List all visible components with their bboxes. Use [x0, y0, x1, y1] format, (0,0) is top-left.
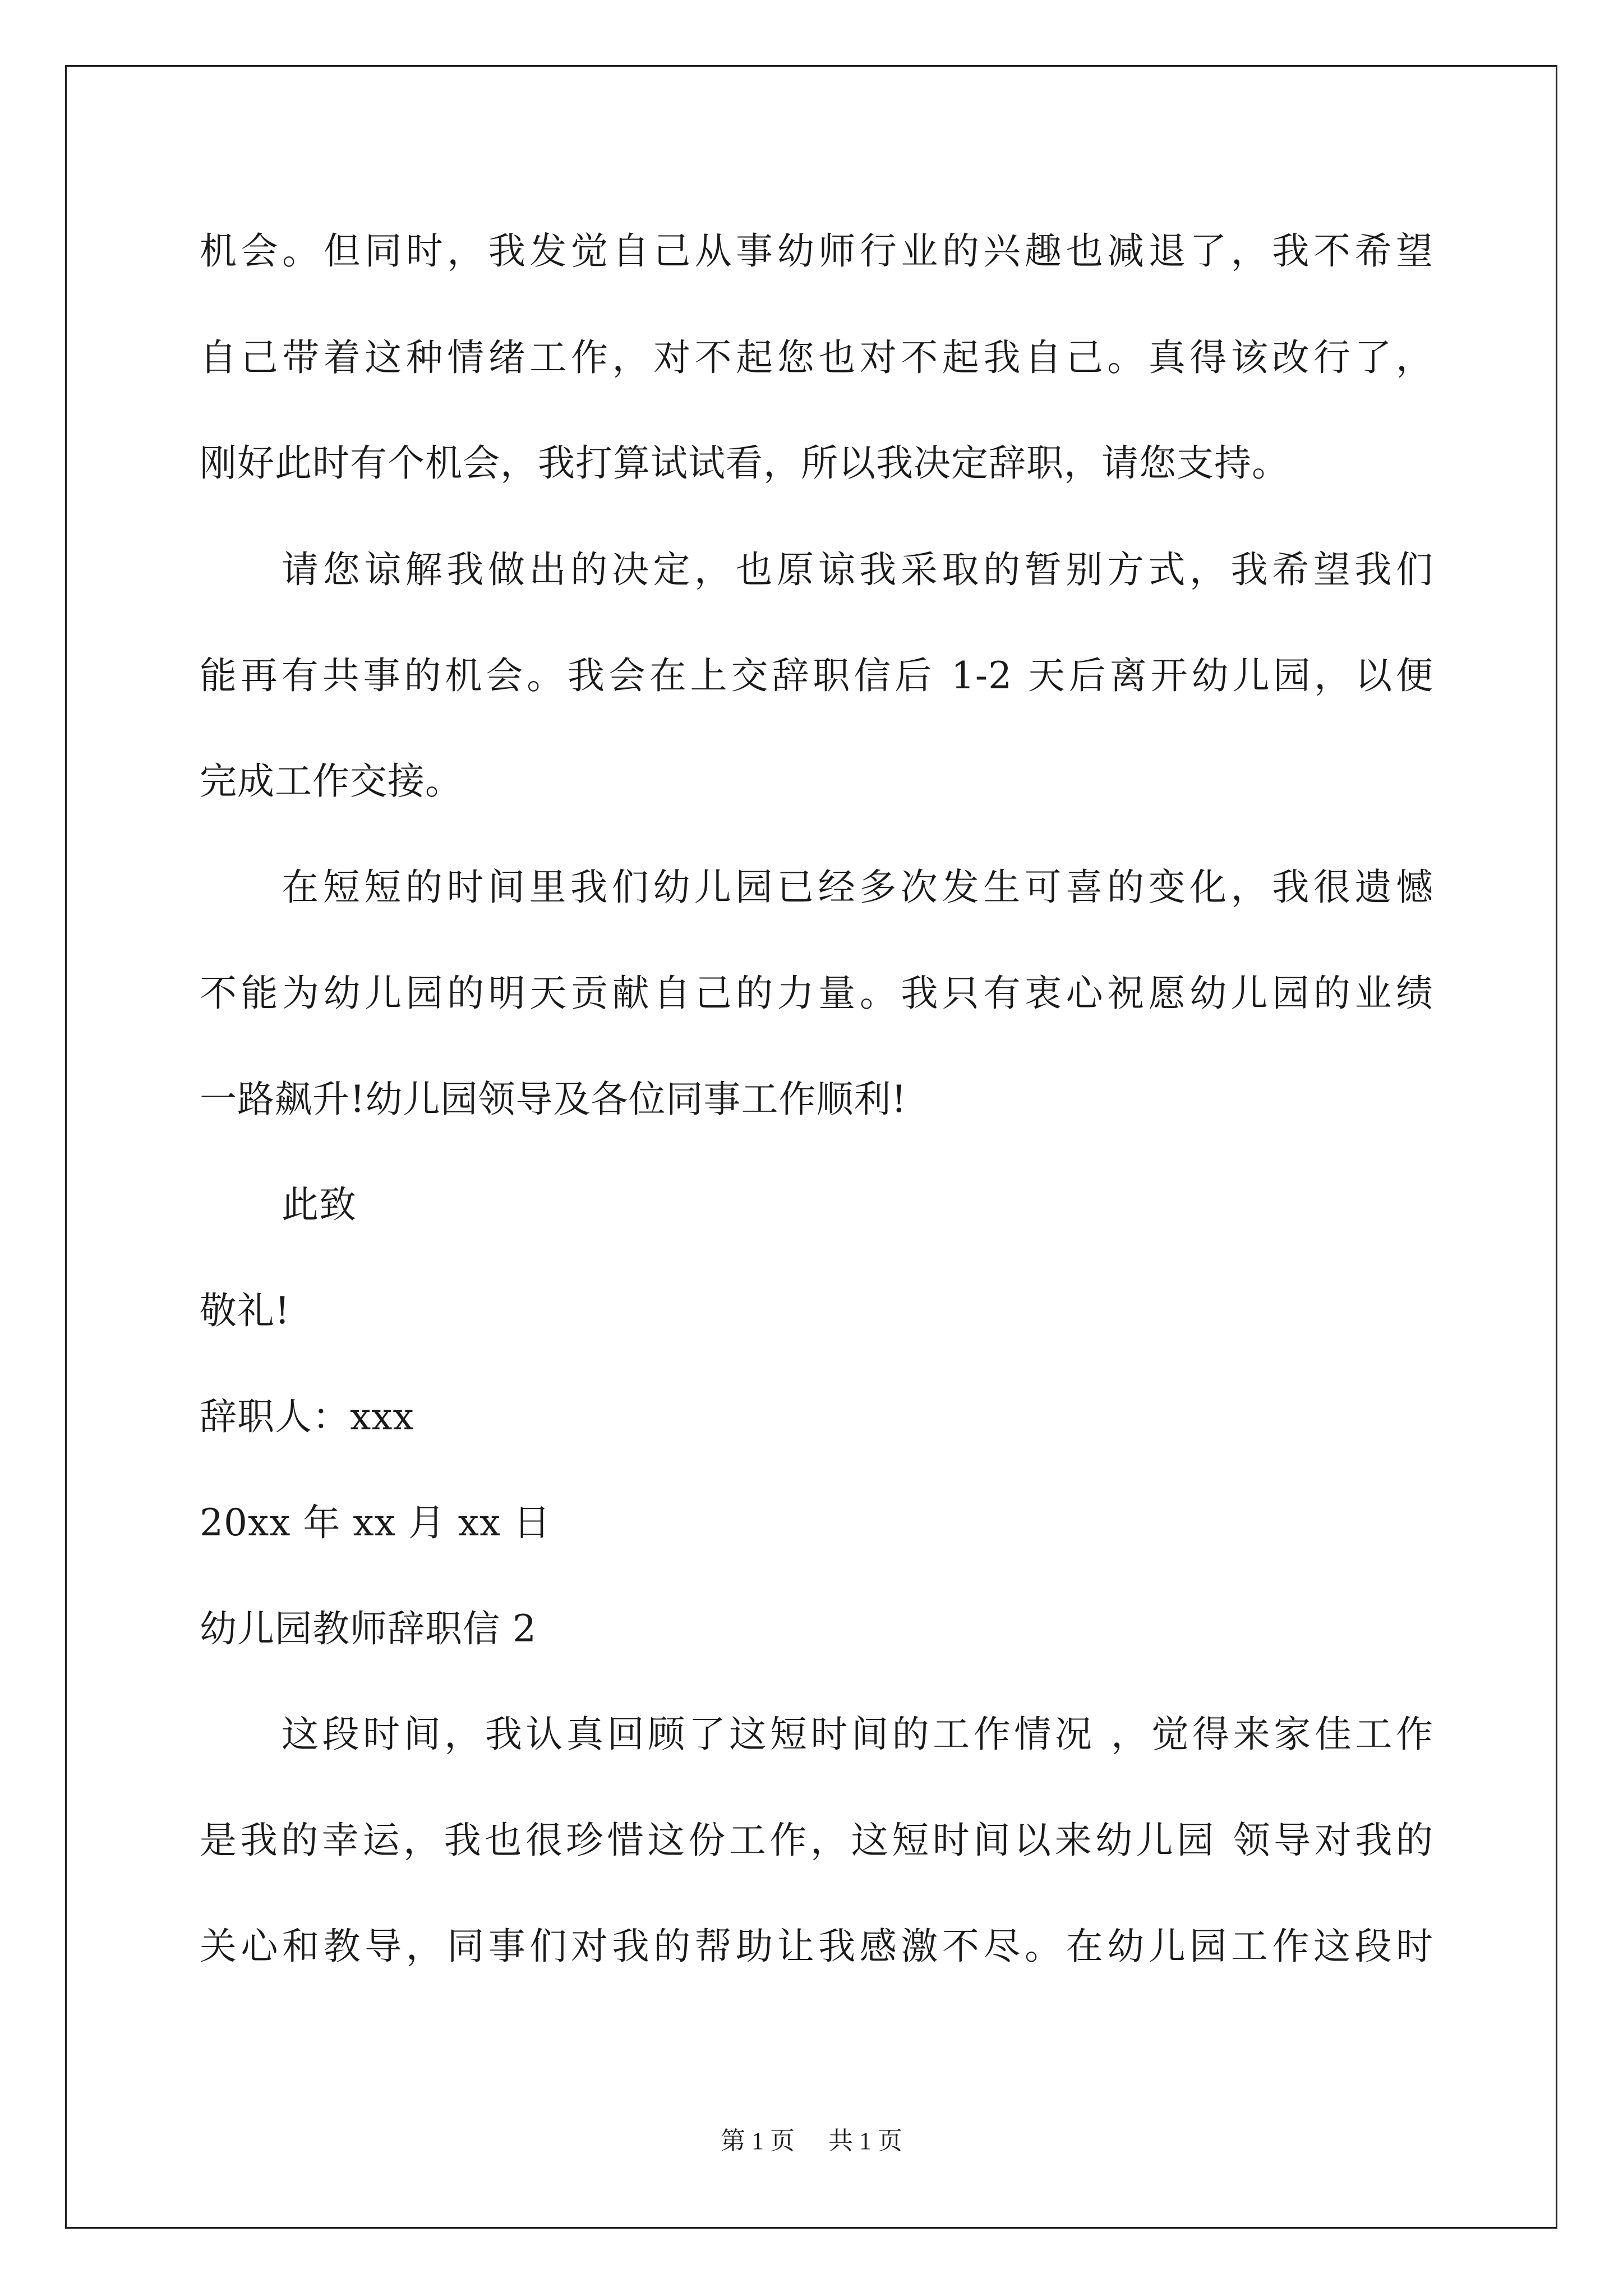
page-number: 第 1 页: [721, 2127, 795, 2155]
page-total: 共 1 页: [828, 2127, 902, 2155]
paragraph-line: 关心和教导，同事们对我的帮助让我感激不尽。在幼儿园工作这段时: [200, 1925, 1433, 1968]
paragraph-line: 请您谅解我做出的决定，也原谅我采取的暂别方式，我希望我们: [282, 548, 1433, 591]
paragraph-line: 能再有共事的机会。我会在上交辞职信后 1-2 天后离开幼儿园，以便: [200, 654, 1433, 697]
date-line: 20xx 年 xx 月 xx 日: [200, 1501, 551, 1544]
page-footer: [0, 2124, 1623, 2158]
closing-respect: 敬礼!: [200, 1289, 291, 1332]
paragraph-line: 在短短的时间里我们幼儿园已经多次发生可喜的变化，我很遗憾: [282, 866, 1433, 909]
paragraph-line: 自己带着这种情绪工作，对不起您也对不起我自己。真得该改行了，: [200, 336, 1433, 379]
paragraph-line: 一路飙升!幼儿园领导及各位同事工作顺利!: [200, 1078, 907, 1121]
paragraph-line: 刚好此时有个机会，我打算试试看，所以我决定辞职，请您支持。: [200, 441, 1289, 485]
closing-salutation: 此致: [282, 1183, 357, 1226]
section-title: 幼儿园教师辞职信 2: [200, 1607, 537, 1650]
signature-line: 辞职人：xxx: [200, 1395, 414, 1438]
paragraph-line: 完成工作交接。: [200, 760, 463, 803]
paragraph-line: 机会。但同时，我发觉自己从事幼师行业的兴趣也减退了，我不希望: [200, 229, 1433, 273]
paragraph-line: 不能为幼儿园的明天贡献自己的力量。我只有衷心祝愿幼儿园的业绩: [200, 972, 1433, 1015]
paragraph-line: 是我的幸运，我也很珍惜这份工作，这短时间以来幼儿园 领导对我的: [200, 1819, 1433, 1862]
page-border: [65, 65, 1557, 2229]
paragraph-line: 这段时间，我认真回顾了这短时间的工作情况 ，觉得来家佳工作: [282, 1713, 1433, 1756]
